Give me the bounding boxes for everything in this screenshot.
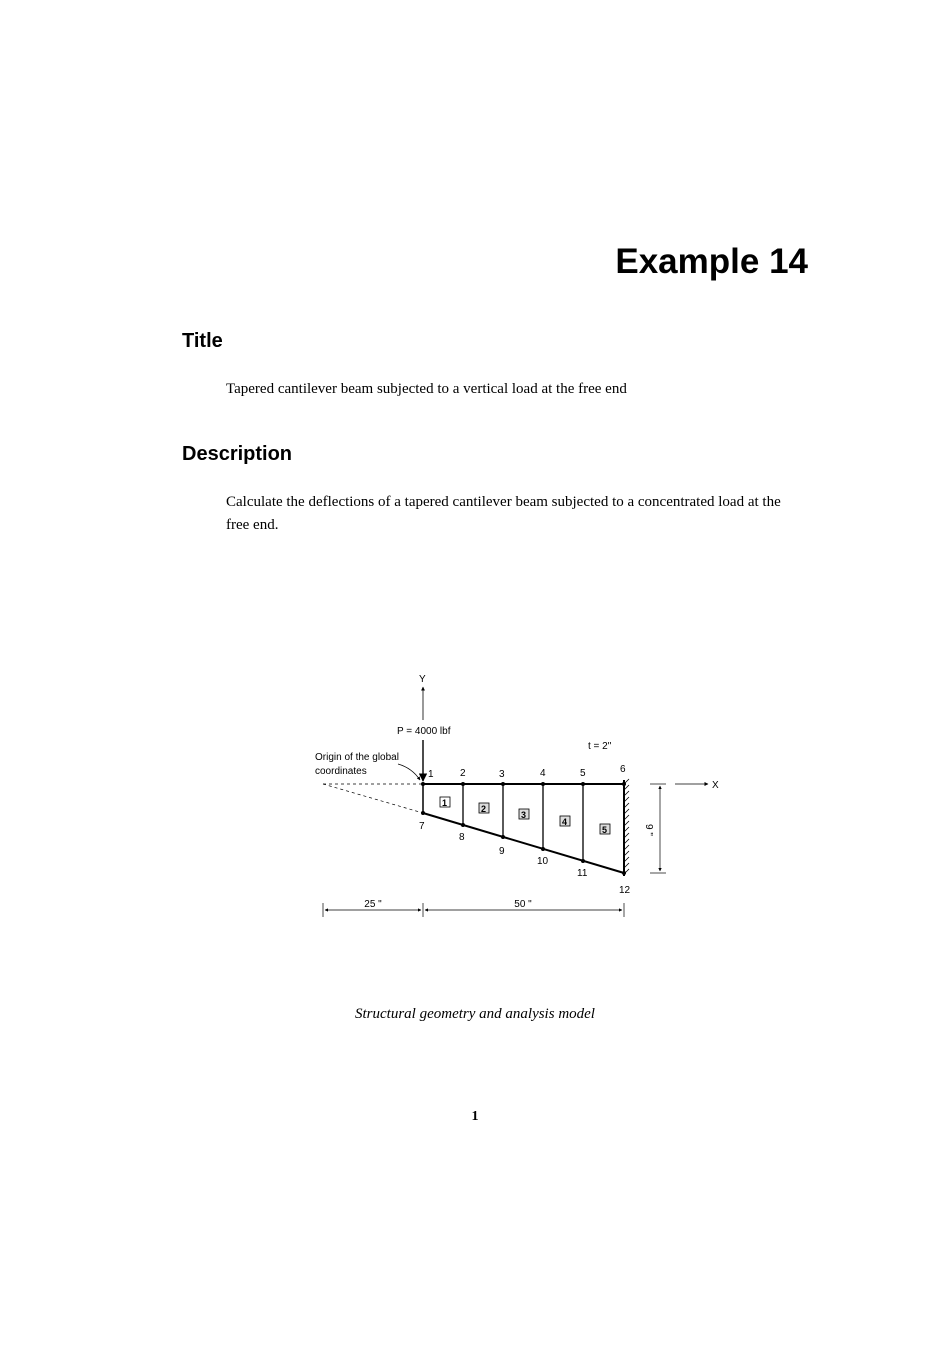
x-axis-label: X bbox=[712, 780, 719, 791]
beam-bottom-edge bbox=[423, 813, 624, 873]
description-heading: Description bbox=[182, 443, 293, 465]
element-label-4: 4 bbox=[562, 817, 568, 827]
example-title: Example 14 bbox=[615, 242, 808, 281]
thickness-label: t = 2" bbox=[588, 741, 612, 752]
element-label-1: 1 bbox=[442, 798, 448, 808]
node-label-3: 3 bbox=[499, 769, 505, 780]
node-label-9: 9 bbox=[499, 846, 505, 857]
load-label: P = 4000 lbf bbox=[397, 726, 451, 737]
node-label-8: 8 bbox=[459, 832, 465, 843]
element-label-5: 5 bbox=[602, 825, 608, 835]
origin-label-line1: Origin of the global bbox=[315, 752, 399, 763]
page-number: 1 bbox=[471, 1109, 479, 1124]
title-heading: Title bbox=[182, 330, 223, 352]
dim-left-label: 25 " bbox=[364, 899, 382, 910]
origin-pointer bbox=[398, 764, 420, 780]
node-label-2: 2 bbox=[460, 768, 466, 779]
node-label-4: 4 bbox=[540, 768, 546, 779]
node-label-12: 12 bbox=[619, 885, 631, 896]
node-label-10: 10 bbox=[537, 856, 549, 867]
dashed-bottom-extension bbox=[323, 784, 423, 813]
dim-height-label: 9 " bbox=[643, 824, 654, 836]
node-label-7: 7 bbox=[419, 821, 425, 832]
node-label-6: 6 bbox=[620, 764, 626, 775]
figure-caption: Structural geometry and analysis model bbox=[355, 1006, 595, 1022]
description-text: Calculate the deflections of a tapered cantilever beam subjected to a concentrated load at the free end. bbox=[226, 494, 781, 533]
node-label-11: 11 bbox=[577, 868, 588, 879]
node-label-1: 1 bbox=[428, 769, 434, 780]
element-label-3: 3 bbox=[521, 810, 527, 820]
y-axis-label: Y bbox=[419, 674, 426, 685]
node-label-5: 5 bbox=[580, 768, 586, 779]
node-dots bbox=[421, 782, 626, 875]
element-label-2: 2 bbox=[481, 804, 487, 814]
title-text: Tapered cantilever beam subjected to a vertical load at the free end bbox=[226, 381, 627, 397]
origin-label-line2: coordinates bbox=[315, 766, 367, 777]
dim-span-label: 50 " bbox=[514, 899, 532, 910]
